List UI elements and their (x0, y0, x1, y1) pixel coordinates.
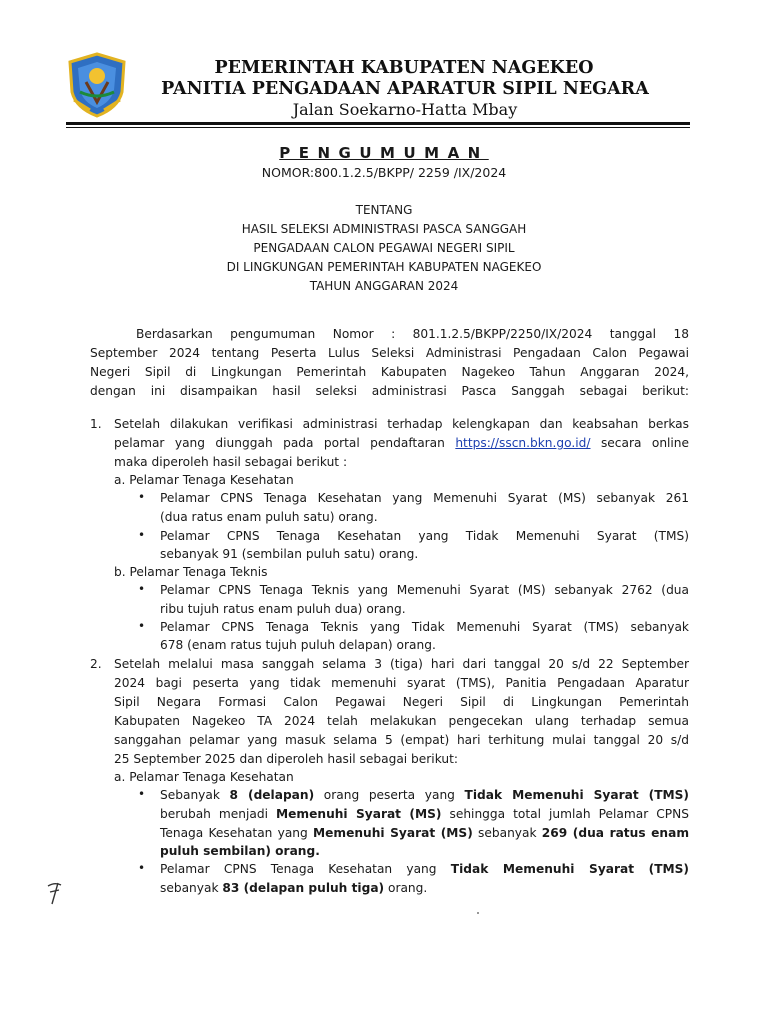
item-1b-bullet-2-line-1: Pelamar CPNS Tenaga Teknis yang Tidak Memenuhi Syarat (TMS) sebanyak (160, 620, 689, 634)
item-1-number: 1. (90, 417, 102, 431)
item-2-line-3: Sipil Negara Formasi Calon Pegawai Negeri Sipil di Lingkungan Pemerintah (114, 695, 689, 709)
item-2-number: 2. (90, 657, 102, 671)
letterhead-rule-thick (66, 122, 690, 125)
bullet: • (138, 861, 146, 875)
subject-line-4: TAHUN ANGGARAN 2024 (309, 279, 459, 293)
item-1b-bullet-2-line-2: 678 (enam ratus tujuh puluh delapan) orang. (160, 638, 436, 652)
intro-line-2: September 2024 tentang Peserta Lulus Seleksi Administrasi Pengadaan Calon Pegawai (90, 346, 689, 360)
item-2a-bullet-1-line-3: Tenaga Kesehatan yang Memenuhi Syarat (MS) sebanyak 269 (dua ratus enam (160, 826, 690, 840)
bullet: • (138, 619, 146, 633)
item-1-line-3: maka diperoleh hasil sebagai berikut : (114, 455, 348, 469)
letterhead-government: PEMERINTAH KABUPATEN NAGEKEO (214, 58, 594, 78)
intro-line-3: Negeri Sipil di Lingkungan Pemerintah Kabupaten Nagekeo Tahun Anggaran 2024, (90, 365, 689, 379)
intro-line-1: Berdasarkan pengumuman Nomor : 801.1.2.5/BKPP/2250/IX/2024 tanggal 18 (136, 327, 689, 341)
item-2-line-1: Setelah melalui masa sanggah selama 3 (tiga) hari dari tanggal 20 s/d 22 September (114, 657, 689, 671)
handwritten-paraf-mark (46, 880, 64, 906)
bullet: • (138, 582, 146, 596)
bullet: • (138, 490, 146, 504)
item-2a-bullet-1-line-2: berubah menjadi Memenuhi Syarat (MS) sehingga total jumlah Pelamar CPNS (160, 807, 689, 821)
item-2-line-4: Kabupaten Nagekeo TA 2024 telah melakukan pengecekan ulang terhadap semua (114, 714, 689, 728)
intro-line-4: dengan ini disampaikan hasil seleksi administrasi Pasca Sanggah sebagai berikut: (90, 384, 689, 398)
letterhead-address: Jalan Soekarno-Hatta Mbay (292, 100, 518, 119)
letterhead-rule-thin (66, 127, 690, 128)
item-1-sub-b: b. Pelamar Tenaga Teknis (114, 565, 268, 579)
subject-label: TENTANG (355, 203, 413, 217)
subject-line-1: HASIL SELEKSI ADMINISTRASI PASCA SANGGAH (241, 222, 527, 236)
item-1a-bullet-1-line-1: Pelamar CPNS Tenaga Kesehatan yang Memenuhi Syarat (MS) sebanyak 261 (160, 491, 689, 505)
announcement-number: NOMOR:800.1.2.5/BKPP/ 2259 /IX/2024 (261, 165, 507, 180)
item-1a-bullet-2-line-2: sebanyak 91 (sembilan puluh satu) orang. (160, 547, 419, 561)
announcement-title: PENGUMUMAN (279, 144, 489, 162)
item-1b-bullet-1-line-1: Pelamar CPNS Tenaga Teknis yang Memenuhi Syarat (MS) sebanyak 2762 (dua (160, 583, 689, 597)
scan-speck (477, 912, 479, 914)
item-2a-bullet-2-line-1: Pelamar CPNS Tenaga Kesehatan yang Tidak Memenuhi Syarat (TMS) (160, 862, 689, 876)
bullet: • (138, 528, 146, 542)
item-2-line-2: 2024 bagi peserta yang tidak memenuhi syarat (TMS), Panitia Pengadaan Aparatur (114, 676, 689, 690)
item-2a-bullet-1-line-1: Sebanyak 8 (delapan) orang peserta yang Tidak Memenuhi Syarat (TMS) (160, 788, 689, 802)
item-2-sub-a: a. Pelamar Tenaga Kesehatan (114, 770, 294, 784)
sscn-portal-link[interactable]: https://sscn.bkn.go.id/ (455, 436, 591, 450)
item-1-line-1: Setelah dilakukan verifikasi administrasi terhadap kelengkapan dan keabsahan berkas (114, 417, 689, 431)
item-1-sub-a: a. Pelamar Tenaga Kesehatan (114, 473, 294, 487)
letterhead-committee: PANITIA PENGADAAN APARATUR SIPIL NEGARA (161, 79, 649, 99)
item-2-line-5: sanggahan pelamar yang masuk selama 5 (empat) hari terhitung mulai tanggal 20 s/d (114, 733, 689, 747)
item-2-line-6: 25 September 2025 dan diperoleh hasil sebagai berikut: (114, 752, 458, 766)
subject-line-3: DI LINGKUNGAN PEMERINTAH KABUPATEN NAGEKEO (226, 260, 542, 274)
bullet: • (138, 787, 146, 801)
item-1-line-2: pelamar yang diunggah pada portal pendaftaran https://sscn.bkn.go.id/ secara online (114, 436, 690, 450)
item-1a-bullet-1-line-2: (dua ratus enam puluh satu) orang. (160, 510, 378, 524)
item-1a-bullet-2-line-1: Pelamar CPNS Tenaga Kesehatan yang Tidak Memenuhi Syarat (TMS) (160, 529, 689, 543)
item-2a-bullet-1-line-4: puluh sembilan) orang. (160, 844, 320, 858)
item-1b-bullet-1-line-2: ribu tujuh ratus enam puluh dua) orang. (160, 602, 406, 616)
item-2a-bullet-2-line-2: sebanyak 83 (delapan puluh tiga) orang. (160, 881, 428, 895)
subject-line-2: PENGADAAN CALON PEGAWAI NEGERI SIPIL (253, 241, 515, 255)
